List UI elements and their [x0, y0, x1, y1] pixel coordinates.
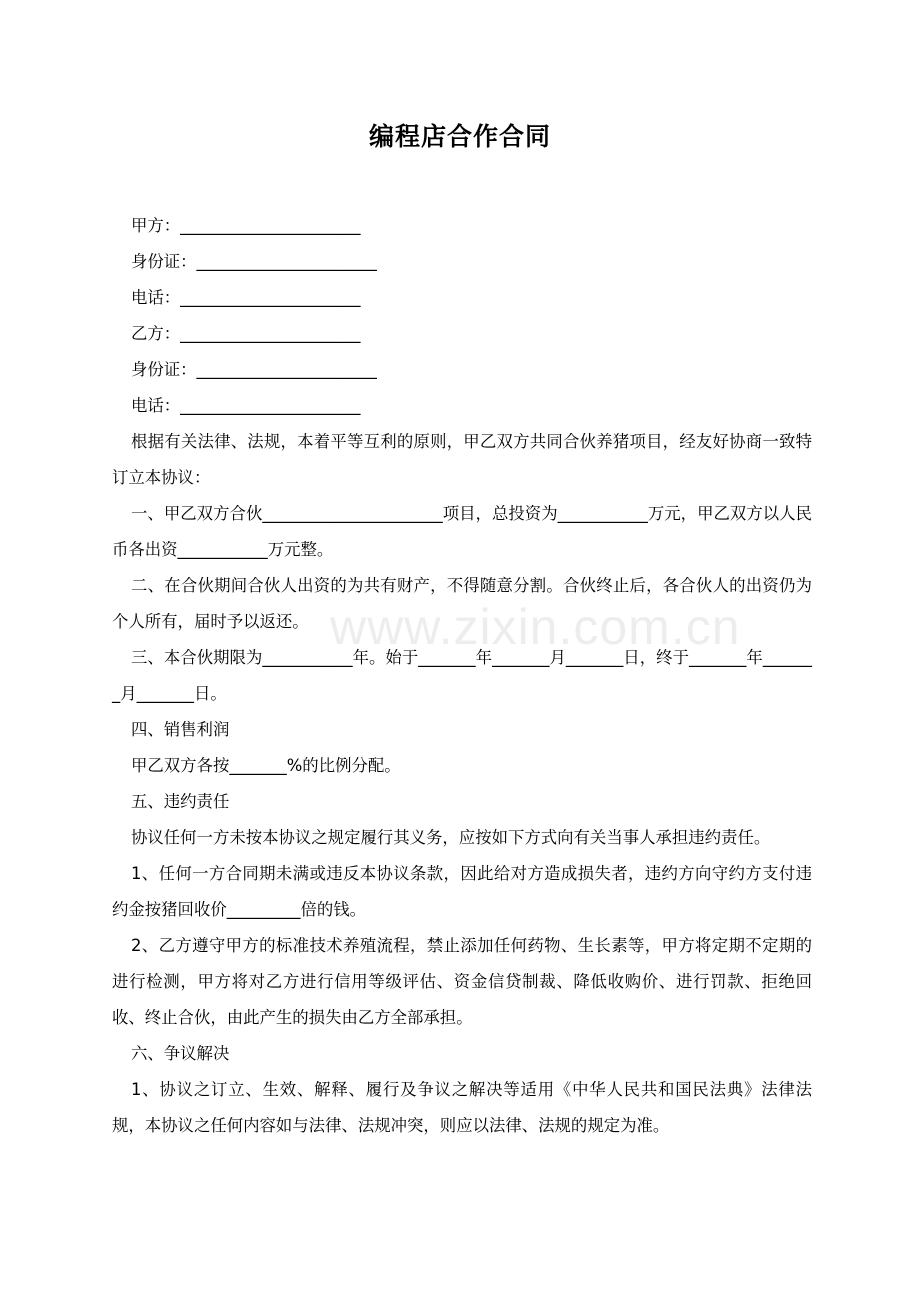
party-b-id-line: 身份证：______________________	[131, 360, 377, 379]
liability-intro-paragraph: 协议任何一方未按本协议之规定履行其义务，应按如下方式向有关当事人承担违约责任。	[131, 828, 771, 847]
section-6-heading: 六、争议解决	[131, 1044, 230, 1063]
party-a-phone-line: 电话：______________________	[131, 288, 361, 307]
profit-share-paragraph: 甲乙双方各按_______%的比例分配。	[131, 756, 401, 775]
clause-2-paragraph: 二、在合伙期间合伙人出资的为共有财产，不得随意分割。合伙终止后，各合伙人的出资仍为个人所有，届时予以返还。	[112, 576, 812, 631]
liability-item-2: 2、乙方遵守甲方的标准技术养殖流程，禁止添加任何药物、生长素等，甲方将定期不定期的进行检测，甲方将对乙方进行信用等级评估、资金信贷制裁、降低收购价、进行罚款、拒绝回收、终止合伙，由此产生的损失由乙方全部承担。	[112, 936, 812, 1027]
document-body	[112, 208, 812, 1144]
preamble-paragraph: 根据有关法律、法规，本着平等互利的原则，甲乙双方共同合伙养猪项目，经友好协商一致特订立本协议：	[112, 432, 812, 487]
dispute-item-1: 1、协议之订立、生效、解释、履行及争议之解决等适用《中华人民共和国民法典》法律法规，本协议之任何内容如与法律、法规冲突，则应以法律、法规的规定为准。	[112, 1080, 812, 1135]
party-b-line: 乙方：______________________	[131, 324, 361, 343]
document-title: 编程店合作合同	[368, 122, 551, 151]
section-4-heading: 四、销售利润	[131, 720, 230, 739]
watermark: www.zixin.com.cn	[330, 599, 741, 655]
liability-item-1: 1、任何一方合同期未满或违反本协议条款，因此给对方造成损失者，违约方向守约方支付违约金按猪回收价_________倍的钱。	[112, 864, 812, 919]
party-b-phone-line: 电话：______________________	[131, 396, 361, 415]
section-5-heading: 五、违约责任	[131, 792, 230, 811]
party-a-id-line: 身份证：______________________	[131, 252, 377, 271]
clause-1-paragraph: 一、甲乙双方合伙______________________项目，总投资为___________万元，甲乙双方以人民币各出资___________万元整。	[112, 504, 812, 559]
clause-3-paragraph: 三、本合伙期限为___________年。始于_______年_______月_______日，终于_______年_______月_______日。	[112, 648, 812, 703]
party-a-line: 甲方：______________________	[131, 216, 361, 235]
